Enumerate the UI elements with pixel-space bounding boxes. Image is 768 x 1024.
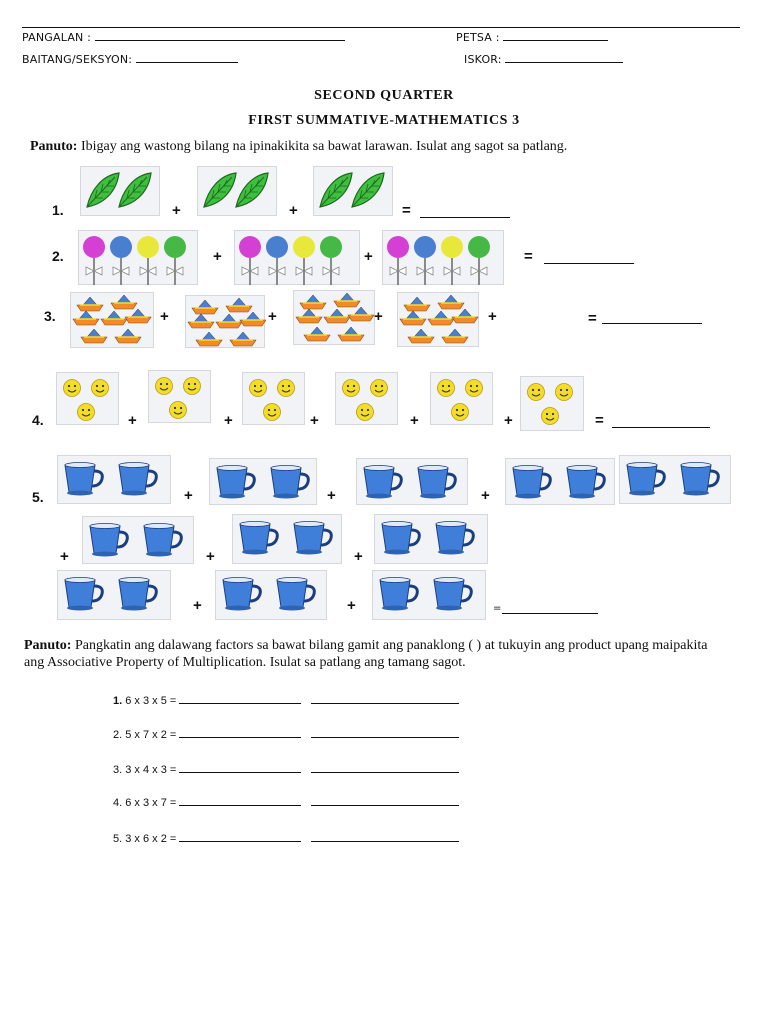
item4-plus-2: +: [224, 412, 233, 429]
item4-plus-5: +: [504, 412, 513, 429]
item3-plus-3: +: [374, 308, 383, 325]
item3-plus-1: +: [160, 308, 169, 325]
name-blank[interactable]: [95, 40, 345, 41]
quarter-title: SECOND QUARTER: [314, 88, 454, 103]
item2-equals: =: [524, 248, 533, 265]
item3-group-3: [293, 290, 375, 345]
item2-group-1: [78, 230, 198, 285]
item2-answer-blank[interactable]: [544, 262, 634, 264]
date-blank[interactable]: [503, 40, 608, 41]
part2-item-5-expr: 3 x 6 x 2 =: [125, 833, 177, 845]
part2-item-3-grouping-blank[interactable]: [179, 771, 301, 773]
item2-number: 2.: [52, 248, 64, 264]
item3-group-2: [185, 295, 265, 348]
part2-item-3-expr: 3 x 4 x 3 =: [125, 764, 177, 776]
item1-group-3: [313, 166, 393, 216]
item1-group-1: [80, 166, 160, 216]
item5-group-4: [505, 458, 615, 505]
item3-group-1: [70, 292, 154, 348]
part2-item-4-expr: 6 x 3 x 7 =: [125, 797, 177, 809]
date-label: PETSA :: [456, 31, 500, 44]
item5-answer-blank[interactable]: [502, 612, 598, 614]
score-blank[interactable]: [505, 62, 623, 63]
test-title: FIRST SUMMATIVE-MATHEMATICS 3: [248, 113, 520, 128]
item4-group-4: [335, 372, 398, 425]
score-field[interactable]: [464, 53, 623, 66]
part2-item-5-grouping-blank[interactable]: [179, 840, 301, 842]
item5-plus-6: +: [354, 548, 363, 565]
item3-plus-2: +: [268, 308, 277, 325]
item4-answer-blank[interactable]: [612, 426, 710, 428]
part2-item-2-expr: 5 x 7 x 2 =: [125, 729, 177, 741]
item4-group-6: [520, 376, 584, 431]
part2-item-4: [113, 797, 459, 809]
item5-plus-8: +: [347, 597, 356, 614]
item3-number: 3.: [44, 308, 56, 324]
item1-equals: =: [402, 202, 411, 219]
item5-plus-1: +: [184, 487, 193, 504]
item5-group-9: [57, 570, 171, 620]
part2-item-1-number: 1.: [113, 695, 123, 707]
part2-item-1-product-blank[interactable]: [311, 702, 459, 704]
item1-plus-1: +: [172, 202, 181, 219]
part2-item-2-grouping-blank[interactable]: [179, 736, 301, 738]
item5-group-2: [209, 458, 317, 505]
item4-group-2: [148, 370, 211, 423]
part2-item-1-grouping-blank[interactable]: [179, 702, 301, 704]
section-field[interactable]: [22, 53, 238, 66]
item4-plus-1: +: [128, 412, 137, 429]
part2-item-2-number: 2.: [113, 729, 123, 741]
item2-group-3: [382, 230, 504, 285]
item2-plus-1: +: [213, 248, 222, 265]
part2-item-2: [113, 729, 459, 741]
item4-plus-4: +: [410, 412, 419, 429]
part2-instruction-text: Pangkatin ang dalawang factors sa bawat bilang gamit ang panaklong ( ) at tukuyin ang product upang maipakita ang Associative Property of Multiplication. Isulat sa patlang ang tamang sagot.: [24, 638, 708, 670]
item4-group-5: [430, 372, 493, 425]
part2-item-1: [113, 695, 459, 707]
item5-plus-4: +: [60, 548, 69, 565]
item3-group-4: [397, 292, 479, 347]
item5-number: 5.: [32, 489, 44, 505]
part2-item-4-grouping-blank[interactable]: [179, 804, 301, 806]
item3-answer-blank[interactable]: [602, 322, 702, 324]
item2-plus-2: +: [364, 248, 373, 265]
item5-group-7: [232, 514, 342, 564]
part1-instruction-label: Panuto:: [30, 139, 78, 154]
part1-instructions: [30, 138, 750, 155]
score-label: ISKOR:: [464, 53, 502, 66]
item4-group-3: [242, 372, 305, 425]
name-field[interactable]: [22, 31, 345, 44]
item5-group-6: [82, 516, 194, 564]
date-field[interactable]: [456, 31, 608, 44]
item5-group-8: [374, 514, 488, 564]
item1-number: 1.: [52, 202, 64, 218]
section-label: BAITANG/SEKSYON:: [22, 53, 133, 66]
item5-group-5: [619, 455, 731, 504]
part2-item-1-expr: 6 x 3 x 5 =: [125, 695, 177, 707]
header-top-rule: [22, 27, 740, 28]
item4-equals: =: [595, 412, 604, 429]
item5-equals: =: [493, 603, 502, 614]
item1-group-2: [197, 166, 277, 216]
part2-instructions: [24, 637, 724, 671]
item5-group-10: [215, 570, 327, 620]
part2-item-5-number: 5.: [113, 833, 123, 845]
name-label: PANGALAN :: [22, 31, 92, 44]
part2-item-4-product-blank[interactable]: [311, 804, 459, 806]
item5-group-3: [356, 458, 468, 505]
item5-group-1: [57, 455, 171, 504]
part2-item-2-product-blank[interactable]: [311, 736, 459, 738]
part2-item-5: [113, 833, 459, 845]
item1-answer-blank[interactable]: [420, 216, 510, 218]
item5-plus-5: +: [206, 548, 215, 565]
part2-item-5-product-blank[interactable]: [311, 840, 459, 842]
item4-group-1: [56, 372, 119, 425]
part2-item-3-product-blank[interactable]: [311, 771, 459, 773]
section-blank[interactable]: [136, 62, 238, 63]
part2-item-3-number: 3.: [113, 764, 123, 776]
item5-plus-3: +: [481, 487, 490, 504]
item4-number: 4.: [32, 412, 44, 428]
item1-plus-2: +: [289, 202, 298, 219]
item3-plus-4: +: [488, 308, 497, 325]
item4-plus-3: +: [310, 412, 319, 429]
item5-plus-2: +: [327, 487, 336, 504]
part1-instruction-text: Ibigay ang wastong bilang na ipinakikita sa bawat larawan. Isulat ang sagot sa patlang.: [77, 139, 568, 154]
part2-item-3: [113, 764, 459, 776]
item5-plus-7: +: [193, 597, 202, 614]
item2-group-2: [234, 230, 360, 285]
part2-instruction-label: Panuto:: [24, 638, 72, 653]
part2-item-4-number: 4.: [113, 797, 123, 809]
item3-equals: =: [588, 310, 597, 327]
item5-group-11: [372, 570, 486, 620]
